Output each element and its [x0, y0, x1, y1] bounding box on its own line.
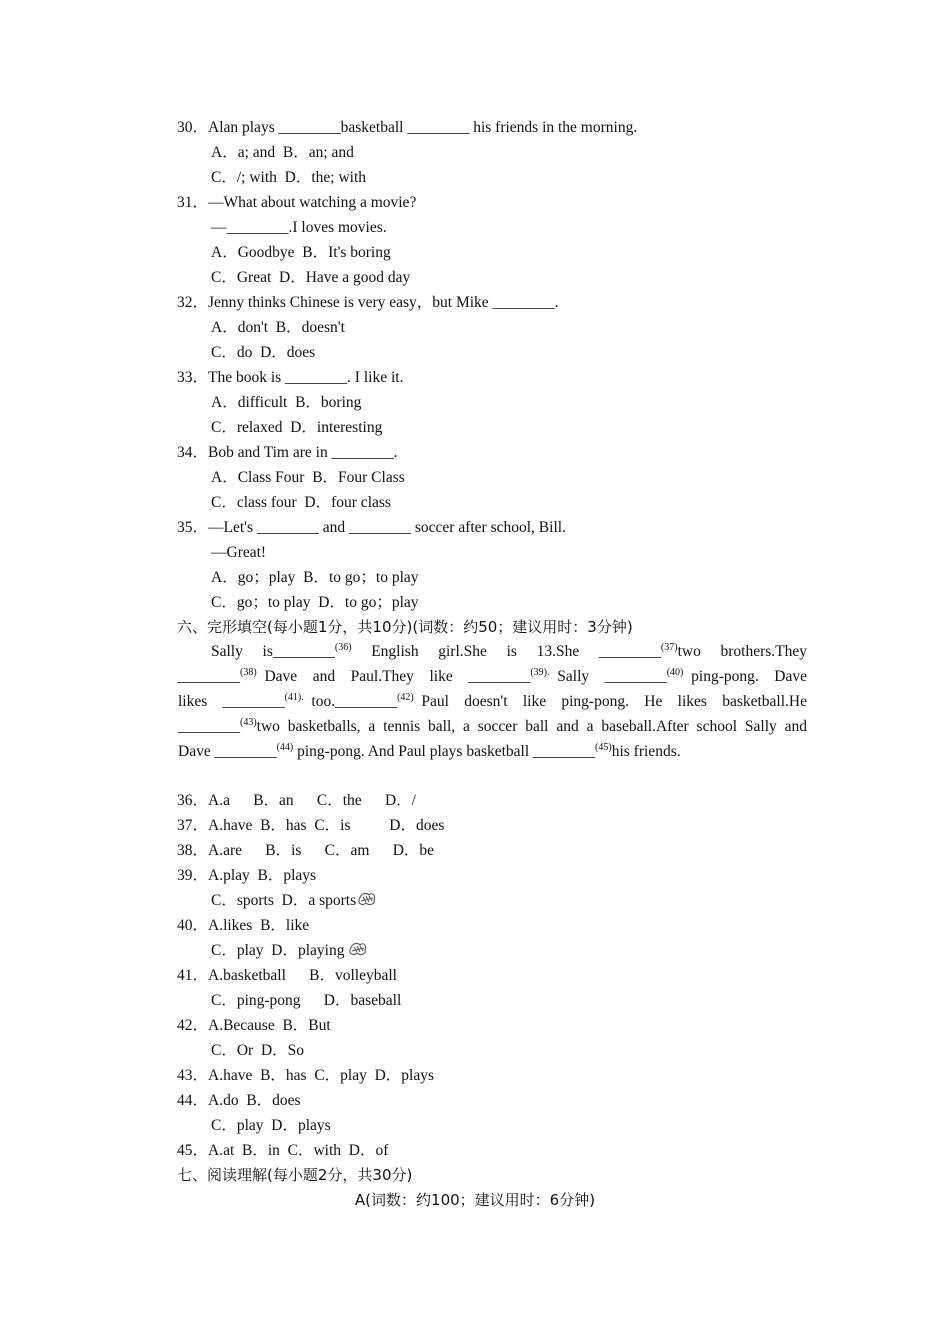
question-31-options-ab: A．Goodbye B．It's boring — [211, 244, 391, 261]
cloze-option-42-cd: C．Or D．So — [211, 1042, 305, 1059]
cloze-option-40-ab: 40．A.likes B．like — [177, 917, 310, 934]
cloze-option-39-cd: C．sports D．a sports — [211, 891, 377, 911]
cloze-option-44-cd: C．play D．plays — [211, 1117, 331, 1134]
handwritten-scribble-icon — [357, 891, 377, 907]
cloze-option-36: 36．A.a B．an C．the D．/ — [177, 792, 416, 809]
question-35-stem-reply: —Great! — [211, 544, 267, 561]
cloze-passage-line-2: ________$^{(38)}$ Dave and Paul.They like ________$^{(39).}$ Sally ________$^{(40)}$ ping-pong. Dave — [178, 666, 808, 685]
cloze-option-37: 37．A.have B．has C．is D．does — [177, 817, 445, 834]
question-35-stem: 35．—Let's ________ and ________ soccer after school, Bill. — [177, 519, 566, 536]
cloze-option-42-ab: 42．A.Because B．But — [177, 1017, 331, 1034]
question-34-options-cd: C．class four D．four class — [211, 494, 391, 511]
question-30-stem: 30．Alan plays ________basketball ________ his friends in the morning. — [177, 119, 638, 136]
cloze-option-39-ab: 39．A.play B．plays — [177, 867, 317, 884]
cloze-option-45: 45．A.at B．in C．with D．of — [177, 1142, 389, 1159]
question-34-options-ab: A．Class Four B．Four Class — [211, 469, 405, 486]
cloze-option-40-cd: C．play D．playing — [211, 941, 368, 961]
cloze-passage-line-5: Dave ________$^{(44)}$ ping-pong. And Paul plays basketball ________$^{(45)}$his friends. — [178, 741, 681, 760]
cloze-option-44-ab: 44．A.do B．does — [177, 1092, 301, 1109]
question-35-options-ab: A．go；play B．to go；to play — [211, 569, 419, 586]
question-31-stem: 31．—What about watching a movie? — [177, 194, 417, 211]
question-30-options-ab: A．a; and B．an; and — [211, 144, 354, 161]
cloze-option-43: 43．A.have B．has C．play D．plays — [177, 1067, 435, 1084]
question-31-options-cd: C．Great D．Have a good day — [211, 269, 411, 286]
question-30-options-cd: C．/; with D．the; with — [211, 169, 367, 186]
question-35-options-cd: C．go；to play D．to go；play — [211, 594, 419, 611]
cloze-option-38: 38．A.are B．is C．am D．be — [177, 842, 435, 859]
cloze-passage-line-1: Sally is________$^{(36)}$ English girl.She is 13.She ________$^{(37)}$two brothers.They — [211, 641, 807, 660]
section-7-passage-a-heading: A(词数：约100；建议用时：6分钟) — [354, 1191, 596, 1209]
section-7-heading: 七、阅读理解(每小题2分，共30分) — [177, 1166, 413, 1184]
question-33-options-cd: C．relaxed D．interesting — [211, 419, 383, 436]
cloze-option-41-ab: 41．A.basketball B．volleyball — [177, 967, 397, 984]
section-6-heading: 六、完形填空(每小题1分，共10分)(词数：约50；建议用时：3分钟) — [177, 618, 633, 636]
question-34-stem: 34．Bob and Tim are in ________. — [177, 444, 398, 461]
question-33-options-ab: A．difficult B．boring — [211, 394, 362, 411]
cloze-passage-line-4: ________$^{(43)}$two basketballs, a tennis ball, a soccer ball and a baseball.After school Sally and — [178, 716, 807, 735]
cloze-passage-line-3: likes ________$^{(41).}$ too.________$^{(42)}$ Paul doesn't like ping-pong. He likes basketball.He — [178, 691, 807, 710]
handwritten-scribble-icon — [348, 941, 368, 957]
question-32-stem: 32．Jenny thinks Chinese is very easy，but Mike ________. — [177, 294, 559, 311]
question-31-stem-reply: —________.I loves movies. — [211, 219, 387, 236]
question-33-stem: 33．The book is ________. I like it. — [177, 369, 404, 386]
question-32-options-ab: A．don't B．doesn't — [211, 319, 345, 336]
question-32-options-cd: C．do D．does — [211, 344, 316, 361]
cloze-option-41-cd: C．ping-pong D．baseball — [211, 992, 402, 1009]
